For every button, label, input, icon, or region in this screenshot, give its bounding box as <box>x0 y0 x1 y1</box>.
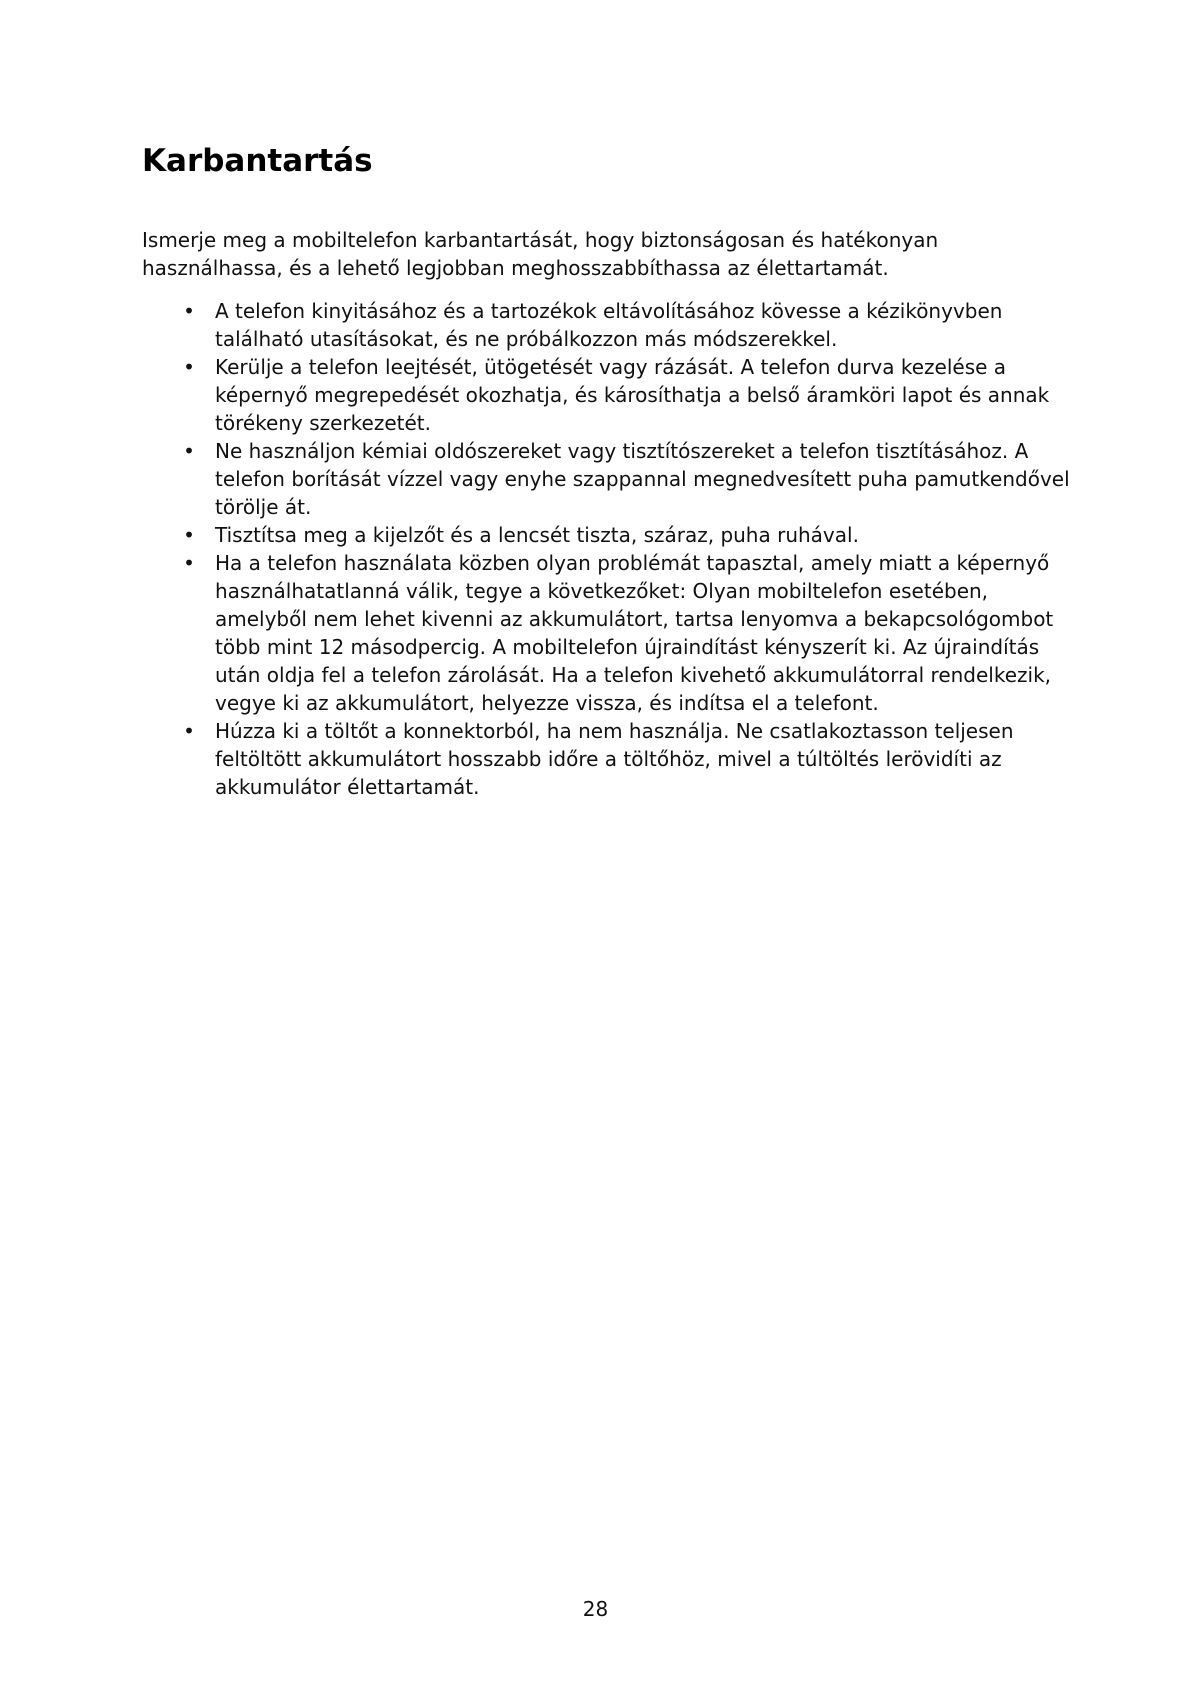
list-item <box>142 297 1072 353</box>
maintenance-list <box>142 297 1072 801</box>
bullet-icon: • <box>183 523 195 547</box>
list-item <box>142 437 1072 521</box>
list-item <box>142 353 1072 437</box>
bullet-icon: • <box>183 299 195 323</box>
list-item <box>142 549 1072 717</box>
bullet-icon: • <box>183 439 195 463</box>
list-item-text: Húzza ki a töltőt a konnektorból, ha nem használja. Ne csatlakoztasson teljesen feltöltött akkumulátort hosszabb időre a töltőhöz, mivel a túltöltés lerövidíti az akkumulátor élettartamát. <box>215 719 1014 799</box>
list-item-text: Tisztítsa meg a kijelzőt és a lencsét tiszta, száraz, puha ruhával. <box>215 523 859 547</box>
list-item <box>142 717 1072 801</box>
page-number: 28 <box>582 1597 609 1621</box>
intro-paragraph: Ismerje meg a mobiltelefon karbantartását, hogy biztonságosan és hatékonyan használhassa, és a lehető legjobban meghosszabbíthassa az élettartamát. <box>142 228 939 280</box>
page-title: Karbantartás <box>142 143 373 179</box>
bullet-icon: • <box>183 355 195 379</box>
list-item-text: Ne használjon kémiai oldószereket vagy tisztítószereket a telefon tisztításához. A telefon borítását vízzel vagy enyhe szappannal megnedvesített puha pamutkendővel törölje át. <box>215 439 1070 519</box>
list-item <box>142 521 1072 549</box>
list-item-text: A telefon kinyitásához és a tartozékok eltávolításához kövesse a kézikönyvben található utasításokat, és ne próbálkozzon más módszerekkel. <box>215 299 1003 351</box>
list-item-text: Ha a telefon használata közben olyan problémát tapasztal, amely miatt a képernyő használhatatlanná válik, tegye a következőket: Olyan mobiltelefon esetében, amelyből nem lehet kivenni az akkumulátort, tartsa lenyomva a bekapcsológombot több mint 12 másodpercig. A mobiltelefon újraindítást kényszerít ki. Az újraindítás után oldja fel a telefon zárolását. Ha a telefon kivehető akkumulátorral rendelkezik, vegye ki az akkumulátort, helyezze vissza, és indítsa el a telefont. <box>215 551 1054 715</box>
list-item-text: Kerülje a telefon leejtését, ütögetését vagy rázását. A telefon durva kezelése a képernyő megrepedését okozhatja, és károsíthatja a belső áramköri lapot és annak törékeny szerkezetét. <box>215 355 1050 435</box>
bullet-icon: • <box>183 719 195 743</box>
bullet-icon: • <box>183 551 195 575</box>
